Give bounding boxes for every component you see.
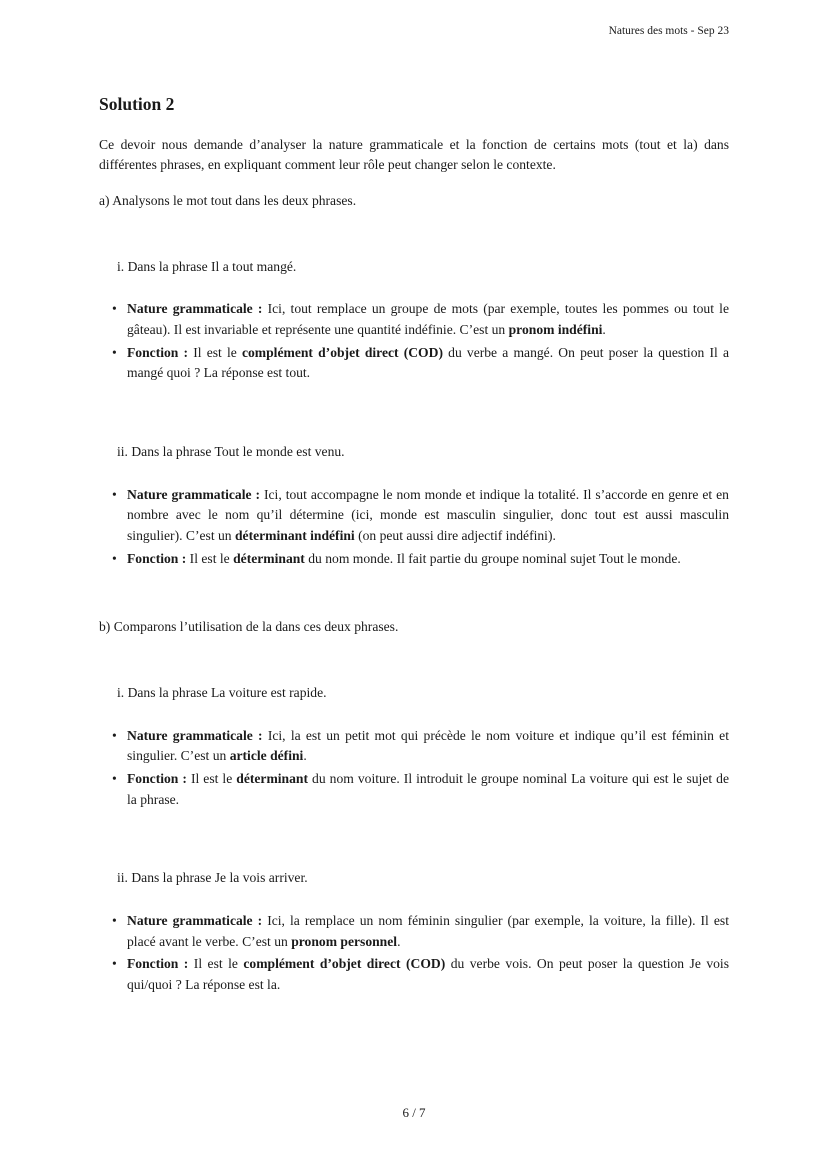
part-a-item-i-label: i. Dans la phrase Il a tout mangé. [117,258,297,274]
bullet-text-nature: Nature grammaticale : Ici, la remplace un nom féminin singulier (par exemple, la voiture, la fille). Il est placé avant le verbe. C’est un pronom personnel. [127,912,729,949]
document-content [0,94,828,996]
list-item [112,299,729,340]
bullet-icon: • [112,912,117,928]
bullet-text-fonction: Fonction : Il est le déterminant du nom monde. Il fait partie du groupe nominal sujet Tout le monde. [127,550,681,566]
list-item [112,485,729,547]
part-a-label: a) Analysons le mot tout dans les deux phrases. [99,193,357,209]
bullet-icon: • [112,344,117,360]
bullet-text-fonction: Fonction : Il est le complément d’objet direct (COD) du verbe vois. On peut poser la question Je vois qui/quoi ? La réponse est la. [127,956,729,992]
part-a-item-ii-label: ii. Dans la phrase Tout le monde est venu. [117,444,345,460]
part-b-item-i-bullet-list [99,726,729,811]
list-item [112,911,729,952]
list-item [112,954,729,995]
bullet-text-fonction: Fonction : Il est le déterminant du nom voiture. Il introduit le groupe nominal La voiture qui est le sujet de la phrase. [127,770,729,807]
part-b-item-i-label: i. Dans la phrase La voiture est rapide. [117,685,327,700]
page-number: 6 / 7 [402,1105,426,1120]
bullet-icon: • [112,727,117,743]
bullet-icon: • [112,770,117,786]
bullet-text-nature: Nature grammaticale : Ici, tout accompagne le nom monde et indique la totalité. Il s’accorde en genre et en nombre avec le nom qu’il détermine (ici, monde est masculin singulier, donc tout est aussi masculin singulier). C’est un déterminant indéfini (on peut aussi dire adjectif indéfini). [127,486,729,544]
part-b-item-ii-label: ii. Dans la phrase Je la vois arriver. [117,870,308,886]
page-footer [0,1105,828,1121]
part-b-label: b) Comparons l’utilisation de la dans ces deux phrases. [99,619,399,635]
bullet-icon: • [112,486,117,502]
bullet-text-nature: Nature grammaticale : Ici, la est un petit mot qui précède le nom voiture et indique qu’il est féminin et singulier. C’est un article défini. [127,727,729,764]
bullet-icon: • [112,550,117,566]
bullet-icon: • [112,301,117,317]
page-header [0,0,828,39]
header-running-title: Natures des mots - Sep 23 [608,25,729,37]
intro-paragraph: Ce devoir nous demande d’analyser la nature grammaticale et la fonction de certains mots (tout et la) dans différentes phrases, en expliquant comment leur rôle peut changer selon le contexte. [99,136,729,173]
list-item [112,343,729,384]
part-b-item-ii-bullet-list [99,911,729,996]
bullet-icon: • [112,956,117,972]
bullet-text-nature: Nature grammaticale : Ici, tout remplace un groupe de mots (par exemple, toutes les pommes ou tout le gâteau). Il est invariable et représente une quantité indéfinie. C’est un pronom indéfini. [127,301,729,338]
list-item [112,549,729,570]
solution-title: Solution 2 [99,93,175,114]
list-item [112,726,729,767]
bullet-text-fonction: Fonction : Il est le complément d’objet direct (COD) du verbe a mangé. On peut poser la question Il a mangé quoi ? La réponse est tout. [127,344,729,381]
part-a-item-ii-bullet-list [99,485,729,570]
list-item [112,769,729,810]
part-a-item-i-bullet-list [99,299,729,384]
